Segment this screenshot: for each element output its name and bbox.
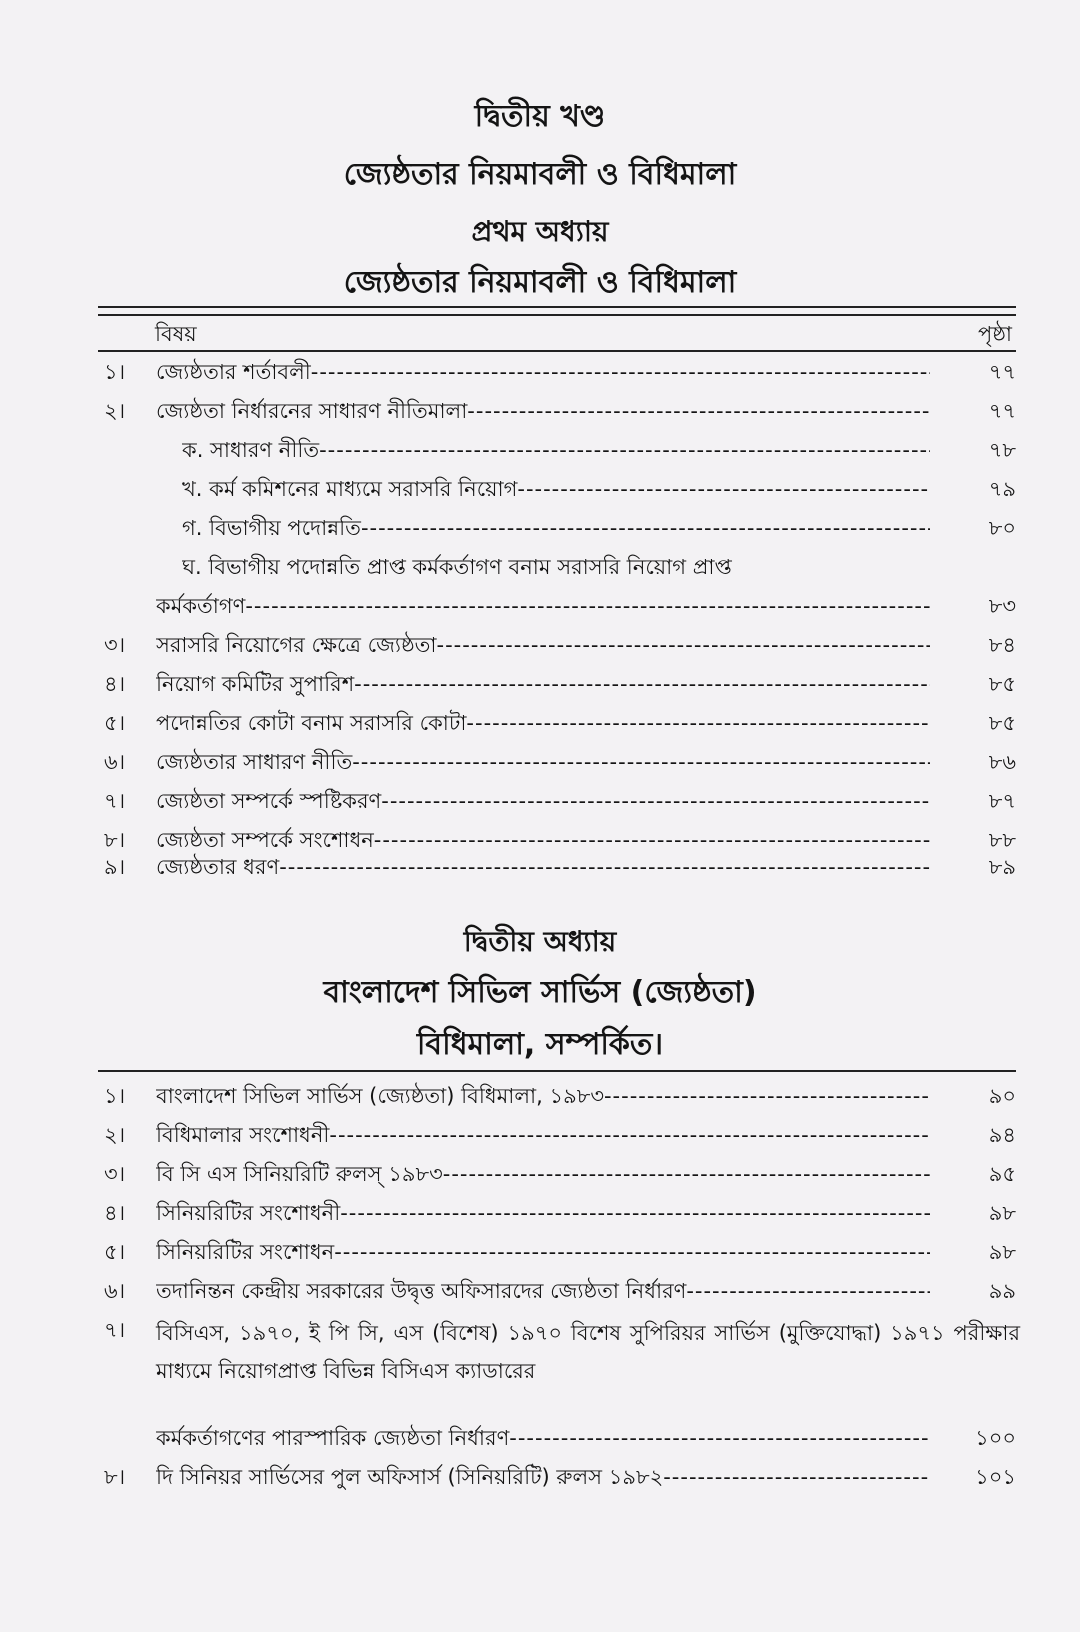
toc-entry [0, 395, 1080, 435]
entry-title: জ্যেষ্ঠতা সম্পর্কে স্পষ্টিকরণ ----- [156, 785, 930, 820]
entry-number: ৮। [104, 828, 126, 852]
entry-number: ৪। [104, 672, 126, 696]
entry-number: ৩। [104, 633, 126, 657]
entry-number: ৮। [104, 1465, 126, 1489]
toc-entry [0, 1158, 1080, 1198]
toc-entry [0, 1197, 1080, 1237]
entry-page: ৯৮ [988, 1240, 1016, 1264]
entry-title: জ্যেষ্ঠতার শর্তাবলী ----- [156, 356, 930, 391]
entry-number: ৫। [104, 711, 126, 735]
entry-page: ৮০ [988, 516, 1016, 540]
toc-subentry-continued [0, 590, 1080, 630]
entry-title: সিনিয়রিটির সংশোধন ----- [156, 1236, 930, 1271]
entry-page: ৯৪ [988, 1123, 1016, 1147]
entry-title: জ্যেষ্ঠতা সম্পর্কে সংশোধন ----- [156, 824, 930, 859]
entry-title: সরাসরি নিয়োগের ক্ষেত্রে জ্যেষ্ঠতা ----- [156, 629, 930, 664]
entry-page: ৯৮ [988, 1201, 1016, 1225]
entry-page: ৯৯ [988, 1279, 1016, 1303]
entry-title: কর্মকর্তাগণের পারস্পারিক জ্যেষ্ঠতা নির্ধারণ ----- [156, 1422, 930, 1457]
entry-title: তদানিন্তন কেন্দ্রীয় সরকারের উদ্বৃত্ত অফিসারদের জ্যেষ্ঠতা নির্ধারণ ----- [156, 1275, 930, 1310]
double-rule [98, 306, 1016, 316]
toc-entry-wrapped [0, 1314, 1080, 1394]
entry-title: সিনিয়রিটির সংশোধনী ----- [156, 1197, 930, 1232]
toc-entry [0, 785, 1080, 825]
entry-number: ২। [104, 1123, 126, 1147]
entry-number: ১। [104, 1084, 126, 1108]
entry-page: ৮৬ [988, 750, 1016, 774]
entry-title: নিয়োগ কমিটির সুপারিশ ----- [156, 668, 930, 703]
toc-entry [0, 746, 1080, 786]
entry-page: ৮৩ [988, 594, 1016, 618]
entry-page: ৮৪ [988, 633, 1016, 657]
entry-page: ৭৭ [988, 360, 1016, 384]
entry-title: বাংলাদেশ সিভিল সার্ভিস (জ্যেষ্ঠতা) বিধিমালা, ১৯৮৩ ----- [156, 1080, 930, 1115]
entry-page: ৯৫ [988, 1162, 1016, 1186]
toc-entry [0, 629, 1080, 669]
entry-title: দি সিনিয়র সার্ভিসের পুল অফিসার্স (সিনিয়রিটি) রুলস ১৯৮২ ----- [156, 1461, 930, 1496]
toc-entry [0, 1080, 1080, 1120]
entry-number: ৯। [104, 855, 126, 879]
entry-page: ১০১ [975, 1465, 1016, 1489]
entry-page: ৭৯ [988, 477, 1016, 501]
toc-entry [0, 668, 1080, 708]
entry-page: ১০০ [975, 1426, 1016, 1450]
main-heading: জ্যেষ্ঠতার নিয়মাবলী ও বিধিমালা [343, 157, 737, 192]
toc-entry-continued [0, 1422, 1080, 1462]
toc-entry [0, 1236, 1080, 1276]
entry-page: ৭৭ [988, 399, 1016, 423]
entry-number: ২। [104, 399, 126, 423]
entry-title: বিসিএস, ১৯৭০, ই পি সি, এস (বিশেষ) ১৯৭০ বিশেষ সুপিরিয়র সার্ভিস (মুক্তিযোদ্ধা) ১৯৭১ পরীক্ষার মাধ্যমে নিয়োগপ্রাপ্ত বিভিন্ন বিসিএস ক্যাডারের [156, 1321, 1020, 1383]
chapter1-subheading: জ্যেষ্ঠতার নিয়মাবলী ও বিধিমালা [343, 265, 737, 300]
header-rule [98, 350, 1016, 352]
entry-number: ৬। [104, 1279, 126, 1303]
entry-title: ক. সাধারণ নীতি ----- [182, 434, 930, 469]
toc-subentry [0, 512, 1080, 552]
entry-title: জ্যেষ্ঠতার ধরণ ----- [156, 851, 930, 886]
chapter2-rule [98, 1070, 1016, 1072]
entry-title: খ. কর্ম কমিশনের মাধ্যমে সরাসরি নিয়োগ ----- [182, 473, 930, 508]
entry-title: কর্মকর্তাগণ ----- [156, 590, 930, 625]
entry-title: বিধিমালার সংশোধনী ----- [156, 1119, 930, 1154]
toc-entry [0, 851, 1080, 891]
toc-entry [0, 1461, 1080, 1501]
chapter2-title-line2: বিধিমালা, সম্পর্কিত। [416, 1027, 664, 1062]
entry-title: জ্যেষ্ঠতা নির্ধারনের সাধারণ নীতিমালা ----- [156, 395, 930, 430]
entry-number: ৩। [104, 1162, 126, 1186]
entry-number: ৭। [104, 789, 126, 813]
entry-number: ৬। [104, 750, 126, 774]
toc-subentry [0, 434, 1080, 474]
entry-page: ৮৯ [988, 855, 1016, 879]
entry-title: জ্যেষ্ঠতার সাধারণ নীতি ----- [156, 746, 930, 781]
toc-entry [0, 1275, 1080, 1315]
entry-number: ৫। [104, 1240, 126, 1264]
toc-entry [0, 356, 1080, 396]
toc-entry [0, 1119, 1080, 1159]
entry-page: ৯০ [988, 1084, 1016, 1108]
entry-title: ঘ. বিভাগীয় পদোন্নতি প্রাপ্ত কর্মকর্তাগণ বনাম সরাসরি নিয়োগ প্রাপ্ত [182, 555, 732, 579]
chapter1-heading: প্রথম অধ্যায় [471, 215, 609, 248]
subject-column-header: বিষয় [155, 322, 197, 346]
entry-page: ৭৮ [988, 438, 1016, 462]
entry-title: গ. বিভাগীয় পদোন্নতি ----- [182, 512, 930, 547]
entry-page: ৮৫ [988, 711, 1016, 735]
toc-subentry [0, 473, 1080, 513]
chapter2-heading: দ্বিতীয় অধ্যায় [463, 925, 617, 958]
page-column-header: পৃষ্ঠা [977, 322, 1012, 346]
entry-number: ৭। [104, 1318, 126, 1342]
entry-title: পদোন্নতির কোটা বনাম সরাসরি কোটা ----- [156, 707, 930, 742]
toc-subentry-wrapped [0, 551, 1080, 591]
entry-page: ৮৫ [988, 672, 1016, 696]
chapter2-title-line1: বাংলাদেশ সিভিল সার্ভিস (জ্যেষ্ঠতা) [323, 975, 757, 1010]
toc-entry [0, 707, 1080, 747]
part-heading: দ্বিতীয় খণ্ড [474, 99, 606, 134]
entry-page: ৮৭ [988, 789, 1016, 813]
entry-number: ১। [104, 360, 126, 384]
entry-number: ৪। [104, 1201, 126, 1225]
entry-title: বি সি এস সিনিয়রিটি রুলস্ ১৯৮৩ ----- [156, 1158, 930, 1193]
entry-page: ৮৮ [988, 828, 1016, 852]
